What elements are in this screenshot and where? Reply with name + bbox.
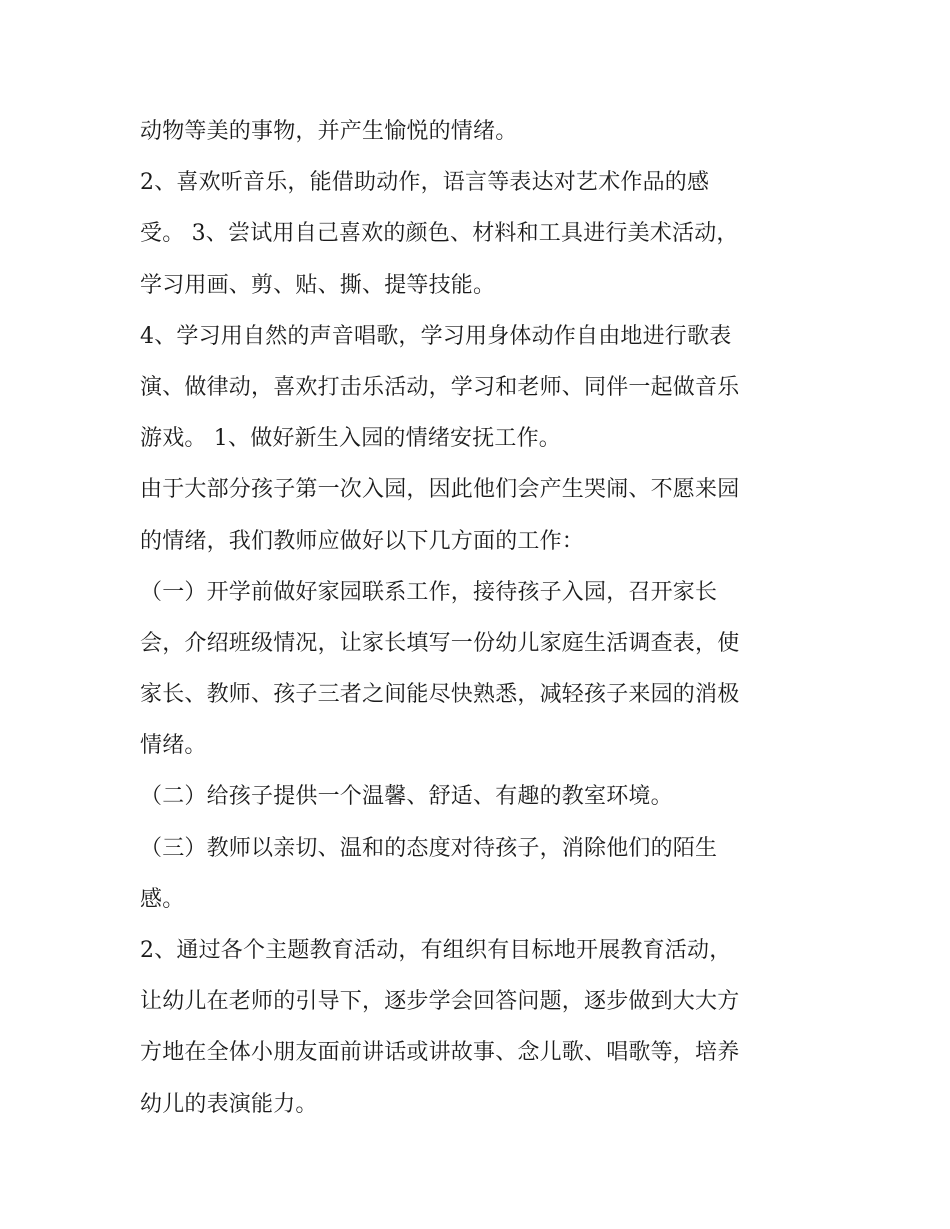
document-body <box>140 106 830 1130</box>
text-line: 学习用画、剪、贴、撕、提等技能。 <box>140 272 496 298</box>
text-line: 演、做律动，喜欢打击乐活动，学习和老师、同伴一起做音乐 <box>140 374 740 400</box>
text-line: 2、喜欢听音乐，能借助动作，语言等表达对艺术作品的感 <box>140 170 710 196</box>
text-line: 幼儿的表演能力。 <box>140 1091 318 1117</box>
text-line: （三）教师以亲切、温和的态度对待孩子，消除他们的陌生 <box>140 835 718 861</box>
text-line: 会，介绍班级情况，让家长填写一份幼儿家庭生活调查表，使 <box>140 630 740 656</box>
text-line: 情绪。 <box>140 733 207 759</box>
text-line: 感。 <box>140 886 185 912</box>
text-line: 家长、教师、孩子三者之间能尽快熟悉，减轻孩子来园的消极 <box>140 682 740 708</box>
text-line: 游戏。 1、做好新生入园的情绪安抚工作。 <box>140 426 561 452</box>
text-line: （一）开学前做好家园联系工作，接待孩子入园，召开家长 <box>140 579 718 605</box>
text-line: 由于大部分孩子第一次入园，因此他们会产生哭闹、不愿来园 <box>140 477 740 503</box>
text-line: 受。 3、尝试用自己喜欢的颜色、材料和工具进行美术活动， <box>140 221 739 247</box>
text-line: 4、学习用自然的声音唱歌，学习用身体动作自由地进行歌表 <box>140 323 732 349</box>
text-line: 方地在全体小朋友面前讲话或讲故事、念儿歌、唱歌等，培养 <box>140 1040 740 1066</box>
text-line: 2、通过各个主题教育活动，有组织有目标地开展教育活动， <box>140 938 732 963</box>
text-line: 让幼儿在老师的引导下，逐步学会回答问题，逐步做到大大方 <box>140 989 740 1015</box>
text-line: 动物等美的事物，并产生愉悦的情绪。 <box>140 119 518 144</box>
text-line: （二）给孩子提供一个温馨、舒适、有趣的教室环境。 <box>140 784 673 810</box>
text-line: 的情绪，我们教师应做好以下几方面的工作： <box>140 528 585 554</box>
